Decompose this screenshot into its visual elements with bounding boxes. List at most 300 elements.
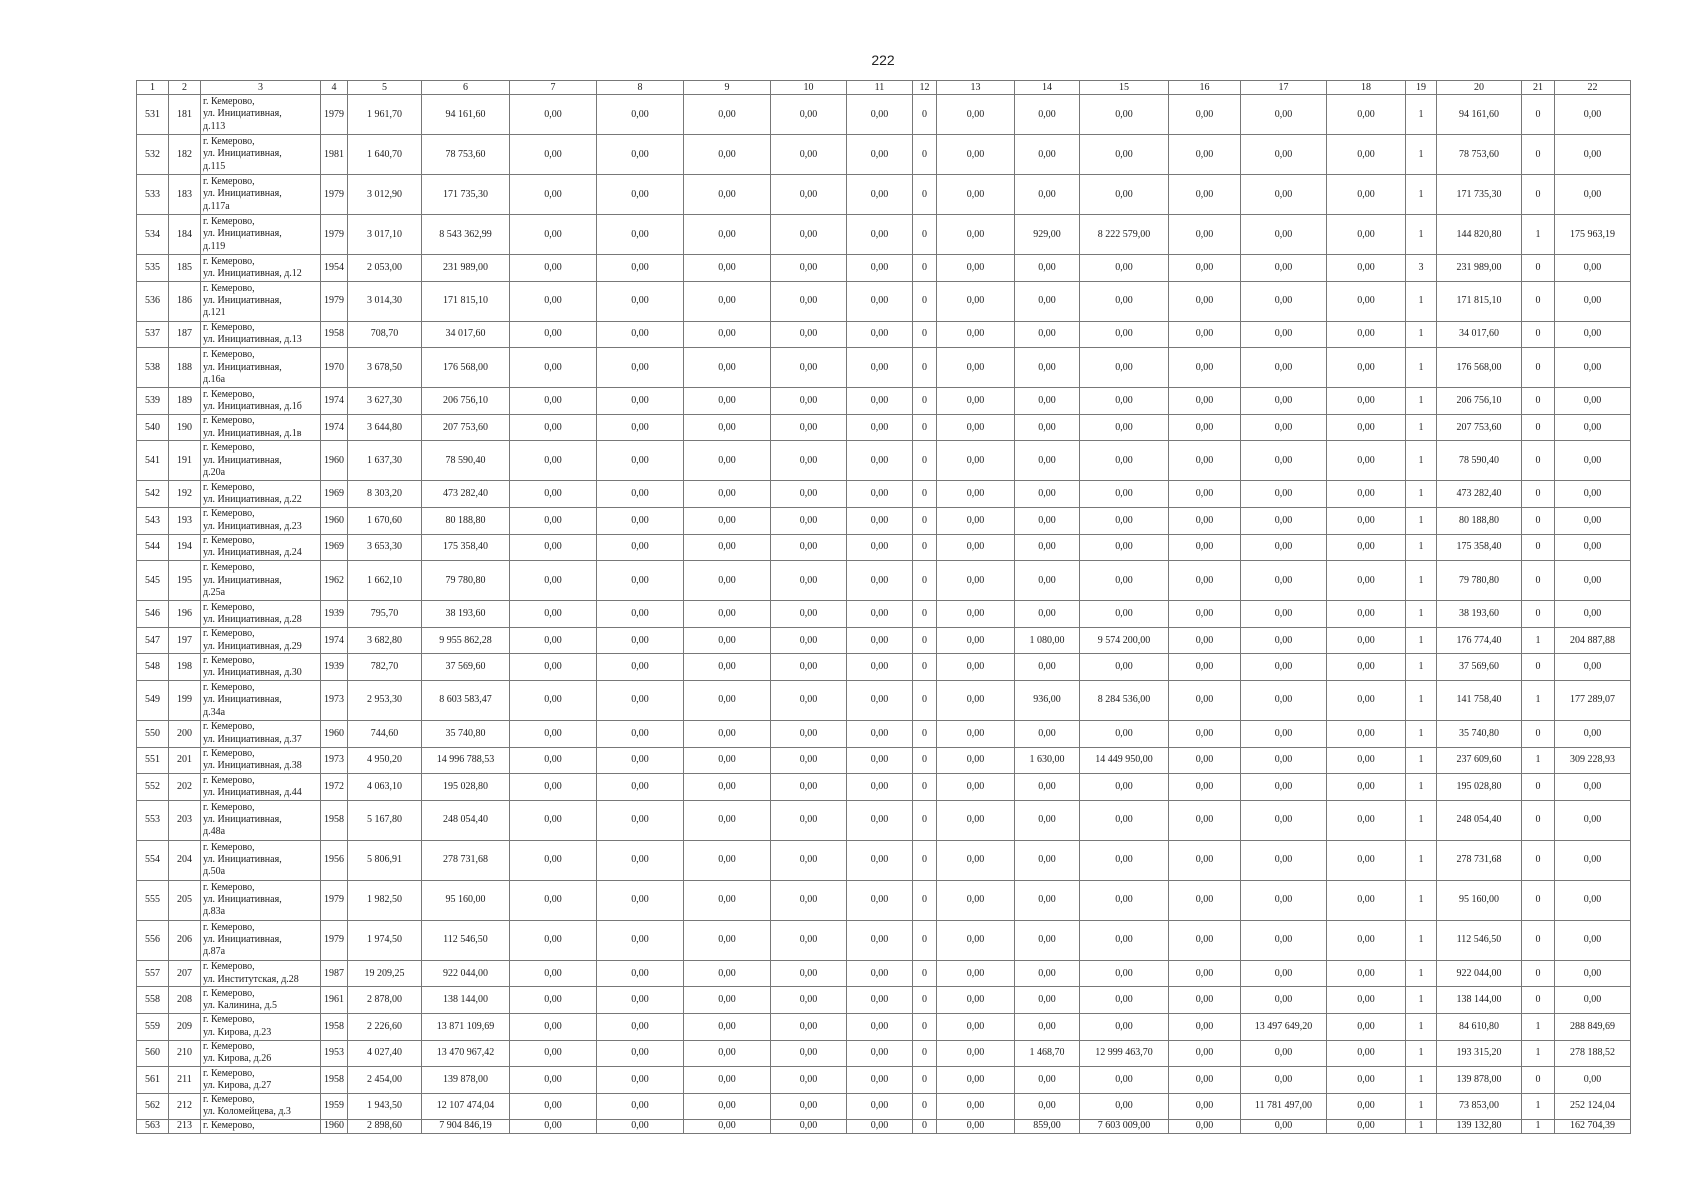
cell-col-11: 0,00	[847, 800, 913, 840]
cell-col-11: 0,00	[847, 960, 913, 987]
cell-col-1: 558	[137, 987, 169, 1014]
cell-col-11: 0,00	[847, 987, 913, 1014]
cell-col-22: 0,00	[1555, 388, 1631, 415]
cell-col-16: 0,00	[1169, 215, 1241, 255]
cell-col-20: 193 315,20	[1437, 1040, 1522, 1067]
cell-col-14: 0,00	[1015, 95, 1080, 135]
column-header-20: 20	[1437, 81, 1522, 95]
column-header-2: 2	[169, 81, 201, 95]
cell-col-11: 0,00	[847, 135, 913, 175]
cell-col-5: 1 670,60	[348, 507, 422, 534]
cell-col-19: 1	[1406, 601, 1437, 628]
column-header-1: 1	[137, 81, 169, 95]
cell-col-6: 278 731,68	[422, 840, 510, 880]
cell-col-17: 0,00	[1241, 1120, 1327, 1133]
cell-col-8: 0,00	[597, 654, 684, 681]
cell-col-16: 0,00	[1169, 1093, 1241, 1120]
cell-col-10: 0,00	[771, 800, 847, 840]
cell-col-21: 0	[1522, 255, 1555, 282]
cell-col-5: 3 014,30	[348, 281, 422, 321]
cell-col-7: 0,00	[510, 1067, 597, 1094]
cell-col-13: 0,00	[937, 1120, 1015, 1133]
cell-col-17: 13 497 649,20	[1241, 1013, 1327, 1040]
cell-col-11: 0,00	[847, 95, 913, 135]
cell-col-5: 3 627,30	[348, 388, 422, 415]
cell-col-16: 0,00	[1169, 1013, 1241, 1040]
cell-col-20: 38 193,60	[1437, 601, 1522, 628]
cell-col-9: 0,00	[684, 215, 771, 255]
cell-col-5: 5 167,80	[348, 800, 422, 840]
cell-col-20: 175 358,40	[1437, 534, 1522, 561]
cell-col-13: 0,00	[937, 747, 1015, 774]
cell-col-5: 795,70	[348, 601, 422, 628]
table-row	[137, 388, 1631, 415]
cell-col-17: 0,00	[1241, 281, 1327, 321]
cell-col-10: 0,00	[771, 840, 847, 880]
cell-col-13: 0,00	[937, 880, 1015, 920]
cell-col-18: 0,00	[1327, 281, 1406, 321]
cell-col-5: 744,60	[348, 720, 422, 747]
cell-col-9: 0,00	[684, 627, 771, 654]
cell-col-14: 0,00	[1015, 1067, 1080, 1094]
cell-col-12: 0	[913, 720, 937, 747]
cell-col-1: 531	[137, 95, 169, 135]
cell-col-2: 201	[169, 747, 201, 774]
cell-col-15: 0,00	[1080, 534, 1169, 561]
cell-col-1: 555	[137, 880, 169, 920]
cell-col-17: 0,00	[1241, 880, 1327, 920]
cell-col-10: 0,00	[771, 321, 847, 348]
cell-col-21: 0	[1522, 654, 1555, 681]
table-row	[137, 627, 1631, 654]
cell-col-12: 0	[913, 135, 937, 175]
table-row	[137, 1040, 1631, 1067]
cell-col-11: 0,00	[847, 840, 913, 880]
cell-col-1: 538	[137, 348, 169, 388]
cell-col-16: 0,00	[1169, 627, 1241, 654]
cell-col-19: 1	[1406, 507, 1437, 534]
cell-col-1: 549	[137, 680, 169, 720]
cell-col-2: 183	[169, 175, 201, 215]
cell-col-17: 0,00	[1241, 1067, 1327, 1094]
cell-col-12: 0	[913, 481, 937, 508]
cell-col-20: 231 989,00	[1437, 255, 1522, 282]
cell-col-16: 0,00	[1169, 175, 1241, 215]
cell-col-2: 206	[169, 920, 201, 960]
cell-col-13: 0,00	[937, 987, 1015, 1014]
column-header-21: 21	[1522, 81, 1555, 95]
cell-col-7: 0,00	[510, 481, 597, 508]
cell-col-12: 0	[913, 1067, 937, 1094]
cell-col-4: 1958	[321, 800, 348, 840]
cell-col-11: 0,00	[847, 388, 913, 415]
cell-col-13: 0,00	[937, 1040, 1015, 1067]
table-row	[137, 95, 1631, 135]
cell-col-14: 0,00	[1015, 960, 1080, 987]
cell-col-4: 1974	[321, 627, 348, 654]
cell-col-12: 0	[913, 561, 937, 601]
cell-col-5: 782,70	[348, 654, 422, 681]
cell-col-10: 0,00	[771, 1120, 847, 1133]
cell-col-4: 1974	[321, 414, 348, 441]
cell-col-12: 0	[913, 680, 937, 720]
cell-col-15: 8 222 579,00	[1080, 215, 1169, 255]
cell-col-20: 139 878,00	[1437, 1067, 1522, 1094]
cell-col-12: 0	[913, 507, 937, 534]
cell-col-1: 550	[137, 720, 169, 747]
cell-col-8: 0,00	[597, 135, 684, 175]
table-row	[137, 880, 1631, 920]
cell-col-11: 0,00	[847, 1040, 913, 1067]
cell-col-7: 0,00	[510, 1093, 597, 1120]
cell-col-16: 0,00	[1169, 680, 1241, 720]
cell-col-20: 176 774,40	[1437, 627, 1522, 654]
cell-col-14: 0,00	[1015, 987, 1080, 1014]
cell-col-2: 194	[169, 534, 201, 561]
table-row	[137, 774, 1631, 801]
cell-col-13: 0,00	[937, 1067, 1015, 1094]
cell-col-2: 200	[169, 720, 201, 747]
cell-col-12: 0	[913, 255, 937, 282]
cell-col-8: 0,00	[597, 720, 684, 747]
cell-col-9: 0,00	[684, 960, 771, 987]
cell-col-22: 0,00	[1555, 561, 1631, 601]
cell-col-22: 0,00	[1555, 175, 1631, 215]
cell-col-2: 198	[169, 654, 201, 681]
cell-col-16: 0,00	[1169, 920, 1241, 960]
cell-col-21: 0	[1522, 960, 1555, 987]
cell-col-7: 0,00	[510, 720, 597, 747]
column-header-13: 13	[937, 81, 1015, 95]
cell-col-12: 0	[913, 441, 937, 481]
cell-col-20: 78 753,60	[1437, 135, 1522, 175]
cell-col-15: 0,00	[1080, 281, 1169, 321]
cell-col-17: 0,00	[1241, 1040, 1327, 1067]
address-cell: г. Кемерово, ул. Инициативная, д.38	[201, 747, 321, 774]
cell-col-8: 0,00	[597, 1093, 684, 1120]
cell-col-6: 13 470 967,42	[422, 1040, 510, 1067]
cell-col-8: 0,00	[597, 601, 684, 628]
cell-col-12: 0	[913, 880, 937, 920]
cell-col-15: 0,00	[1080, 481, 1169, 508]
cell-col-2: 186	[169, 281, 201, 321]
cell-col-13: 0,00	[937, 654, 1015, 681]
cell-col-16: 0,00	[1169, 414, 1241, 441]
cell-col-15: 0,00	[1080, 774, 1169, 801]
table-row	[137, 720, 1631, 747]
cell-col-14: 0,00	[1015, 135, 1080, 175]
cell-col-14: 1 630,00	[1015, 747, 1080, 774]
cell-col-6: 95 160,00	[422, 880, 510, 920]
cell-col-6: 78 590,40	[422, 441, 510, 481]
cell-col-9: 0,00	[684, 800, 771, 840]
cell-col-7: 0,00	[510, 774, 597, 801]
cell-col-17: 0,00	[1241, 774, 1327, 801]
cell-col-1: 556	[137, 920, 169, 960]
cell-col-21: 1	[1522, 680, 1555, 720]
cell-col-10: 0,00	[771, 987, 847, 1014]
cell-col-9: 0,00	[684, 507, 771, 534]
cell-col-22: 0,00	[1555, 960, 1631, 987]
table-row	[137, 534, 1631, 561]
cell-col-13: 0,00	[937, 680, 1015, 720]
cell-col-18: 0,00	[1327, 920, 1406, 960]
cell-col-22: 0,00	[1555, 95, 1631, 135]
cell-col-1: 535	[137, 255, 169, 282]
cell-col-13: 0,00	[937, 800, 1015, 840]
cell-col-15: 0,00	[1080, 255, 1169, 282]
cell-col-20: 195 028,80	[1437, 774, 1522, 801]
cell-col-22: 252 124,04	[1555, 1093, 1631, 1120]
cell-col-10: 0,00	[771, 507, 847, 534]
cell-col-19: 1	[1406, 800, 1437, 840]
cell-col-11: 0,00	[847, 1093, 913, 1120]
cell-col-12: 0	[913, 388, 937, 415]
address-cell: г. Кемерово, ул. Инициативная, д.87а	[201, 920, 321, 960]
cell-col-16: 0,00	[1169, 1120, 1241, 1133]
cell-col-15: 0,00	[1080, 720, 1169, 747]
cell-col-17: 0,00	[1241, 627, 1327, 654]
cell-col-7: 0,00	[510, 507, 597, 534]
table-row	[137, 800, 1631, 840]
cell-col-13: 0,00	[937, 281, 1015, 321]
cell-col-8: 0,00	[597, 441, 684, 481]
cell-col-22: 278 188,52	[1555, 1040, 1631, 1067]
cell-col-13: 0,00	[937, 720, 1015, 747]
cell-col-14: 0,00	[1015, 654, 1080, 681]
cell-col-17: 0,00	[1241, 561, 1327, 601]
cell-col-9: 0,00	[684, 281, 771, 321]
column-header-9: 9	[684, 81, 771, 95]
cell-col-6: 80 188,80	[422, 507, 510, 534]
cell-col-8: 0,00	[597, 840, 684, 880]
cell-col-1: 534	[137, 215, 169, 255]
cell-col-16: 0,00	[1169, 654, 1241, 681]
cell-col-21: 1	[1522, 1040, 1555, 1067]
cell-col-7: 0,00	[510, 414, 597, 441]
cell-col-9: 0,00	[684, 481, 771, 508]
cell-col-19: 1	[1406, 880, 1437, 920]
cell-col-9: 0,00	[684, 441, 771, 481]
cell-col-13: 0,00	[937, 348, 1015, 388]
cell-col-16: 0,00	[1169, 1040, 1241, 1067]
cell-col-6: 473 282,40	[422, 481, 510, 508]
cell-col-21: 1	[1522, 1013, 1555, 1040]
cell-col-11: 0,00	[847, 720, 913, 747]
cell-col-12: 0	[913, 321, 937, 348]
cell-col-22: 0,00	[1555, 880, 1631, 920]
cell-col-10: 0,00	[771, 1067, 847, 1094]
cell-col-10: 0,00	[771, 388, 847, 415]
cell-col-15: 0,00	[1080, 348, 1169, 388]
column-header-22: 22	[1555, 81, 1631, 95]
cell-col-13: 0,00	[937, 175, 1015, 215]
cell-col-9: 0,00	[684, 1120, 771, 1133]
cell-col-20: 37 569,60	[1437, 654, 1522, 681]
cell-col-8: 0,00	[597, 561, 684, 601]
cell-col-18: 0,00	[1327, 95, 1406, 135]
cell-col-9: 0,00	[684, 534, 771, 561]
cell-col-15: 0,00	[1080, 321, 1169, 348]
cell-col-7: 0,00	[510, 321, 597, 348]
cell-col-5: 3 678,50	[348, 348, 422, 388]
cell-col-10: 0,00	[771, 481, 847, 508]
cell-col-11: 0,00	[847, 1013, 913, 1040]
cell-col-16: 0,00	[1169, 388, 1241, 415]
cell-col-19: 1	[1406, 175, 1437, 215]
cell-col-1: 561	[137, 1067, 169, 1094]
cell-col-1: 554	[137, 840, 169, 880]
cell-col-22: 0,00	[1555, 255, 1631, 282]
cell-col-2: 190	[169, 414, 201, 441]
cell-col-9: 0,00	[684, 1067, 771, 1094]
cell-col-13: 0,00	[937, 534, 1015, 561]
cell-col-16: 0,00	[1169, 747, 1241, 774]
cell-col-13: 0,00	[937, 441, 1015, 481]
cell-col-8: 0,00	[597, 680, 684, 720]
cell-col-17: 0,00	[1241, 388, 1327, 415]
cell-col-21: 1	[1522, 1120, 1555, 1133]
cell-col-18: 0,00	[1327, 680, 1406, 720]
cell-col-10: 0,00	[771, 561, 847, 601]
cell-col-7: 0,00	[510, 255, 597, 282]
cell-col-9: 0,00	[684, 561, 771, 601]
cell-col-18: 0,00	[1327, 880, 1406, 920]
cell-col-1: 547	[137, 627, 169, 654]
cell-col-19: 1	[1406, 281, 1437, 321]
cell-col-21: 0	[1522, 920, 1555, 960]
cell-col-13: 0,00	[937, 1013, 1015, 1040]
table-row	[137, 1013, 1631, 1040]
column-header-15: 15	[1080, 81, 1169, 95]
cell-col-5: 19 209,25	[348, 960, 422, 987]
cell-col-4: 1939	[321, 654, 348, 681]
cell-col-7: 0,00	[510, 654, 597, 681]
cell-col-15: 0,00	[1080, 561, 1169, 601]
cell-col-11: 0,00	[847, 774, 913, 801]
cell-col-2: 211	[169, 1067, 201, 1094]
cell-col-20: 79 780,80	[1437, 561, 1522, 601]
cell-col-8: 0,00	[597, 321, 684, 348]
cell-col-9: 0,00	[684, 774, 771, 801]
cell-col-21: 0	[1522, 840, 1555, 880]
cell-col-17: 0,00	[1241, 348, 1327, 388]
cell-col-2: 189	[169, 388, 201, 415]
cell-col-9: 0,00	[684, 680, 771, 720]
cell-col-21: 0	[1522, 987, 1555, 1014]
cell-col-2: 199	[169, 680, 201, 720]
cell-col-11: 0,00	[847, 507, 913, 534]
cell-col-9: 0,00	[684, 175, 771, 215]
cell-col-14: 0,00	[1015, 414, 1080, 441]
cell-col-10: 0,00	[771, 441, 847, 481]
cell-col-14: 0,00	[1015, 534, 1080, 561]
cell-col-11: 0,00	[847, 534, 913, 561]
cell-col-1: 559	[137, 1013, 169, 1040]
cell-col-2: 182	[169, 135, 201, 175]
cell-col-20: 112 546,50	[1437, 920, 1522, 960]
cell-col-4: 1979	[321, 95, 348, 135]
cell-col-15: 0,00	[1080, 175, 1169, 215]
cell-col-2: 197	[169, 627, 201, 654]
cell-col-14: 0,00	[1015, 281, 1080, 321]
address-cell: г. Кемерово, ул. Инициативная, д.24	[201, 534, 321, 561]
cell-col-11: 0,00	[847, 321, 913, 348]
table-row	[137, 281, 1631, 321]
cell-col-22: 0,00	[1555, 135, 1631, 175]
cell-col-18: 0,00	[1327, 1013, 1406, 1040]
cell-col-18: 0,00	[1327, 321, 1406, 348]
cell-col-13: 0,00	[937, 215, 1015, 255]
cell-col-18: 0,00	[1327, 800, 1406, 840]
cell-col-17: 11 781 497,00	[1241, 1093, 1327, 1120]
cell-col-15: 14 449 950,00	[1080, 747, 1169, 774]
cell-col-2: 212	[169, 1093, 201, 1120]
cell-col-11: 0,00	[847, 175, 913, 215]
cell-col-22: 0,00	[1555, 720, 1631, 747]
table-row	[137, 654, 1631, 681]
column-header-5: 5	[348, 81, 422, 95]
cell-col-22: 0,00	[1555, 920, 1631, 960]
cell-col-22: 0,00	[1555, 800, 1631, 840]
cell-col-19: 1	[1406, 321, 1437, 348]
cell-col-17: 0,00	[1241, 414, 1327, 441]
cell-col-15: 0,00	[1080, 601, 1169, 628]
cell-col-6: 112 546,50	[422, 920, 510, 960]
cell-col-2: 185	[169, 255, 201, 282]
cell-col-17: 0,00	[1241, 507, 1327, 534]
table-row	[137, 747, 1631, 774]
cell-col-2: 184	[169, 215, 201, 255]
cell-col-4: 1953	[321, 1040, 348, 1067]
cell-col-11: 0,00	[847, 627, 913, 654]
cell-col-7: 0,00	[510, 920, 597, 960]
cell-col-17: 0,00	[1241, 800, 1327, 840]
cell-col-19: 1	[1406, 414, 1437, 441]
cell-col-19: 1	[1406, 1013, 1437, 1040]
cell-col-17: 0,00	[1241, 960, 1327, 987]
cell-col-8: 0,00	[597, 534, 684, 561]
cell-col-5: 3 644,80	[348, 414, 422, 441]
cell-col-8: 0,00	[597, 348, 684, 388]
cell-col-22: 177 289,07	[1555, 680, 1631, 720]
address-cell: г. Кемерово, ул. Инициативная, д.30	[201, 654, 321, 681]
cell-col-12: 0	[913, 1013, 937, 1040]
cell-col-8: 0,00	[597, 800, 684, 840]
cell-col-13: 0,00	[937, 507, 1015, 534]
cell-col-13: 0,00	[937, 255, 1015, 282]
cell-col-18: 0,00	[1327, 1040, 1406, 1067]
cell-col-15: 0,00	[1080, 880, 1169, 920]
cell-col-4: 1972	[321, 774, 348, 801]
table-row	[137, 840, 1631, 880]
cell-col-22: 0,00	[1555, 481, 1631, 508]
cell-col-1: 551	[137, 747, 169, 774]
cell-col-15: 0,00	[1080, 414, 1169, 441]
cell-col-19: 1	[1406, 680, 1437, 720]
cell-col-9: 0,00	[684, 1040, 771, 1067]
cell-col-18: 0,00	[1327, 441, 1406, 481]
cell-col-22: 0,00	[1555, 281, 1631, 321]
cell-col-5: 708,70	[348, 321, 422, 348]
cell-col-17: 0,00	[1241, 95, 1327, 135]
cell-col-19: 1	[1406, 388, 1437, 415]
cell-col-5: 5 806,91	[348, 840, 422, 880]
cell-col-11: 0,00	[847, 680, 913, 720]
cell-col-2: 188	[169, 348, 201, 388]
cell-col-19: 1	[1406, 534, 1437, 561]
cell-col-19: 1	[1406, 774, 1437, 801]
